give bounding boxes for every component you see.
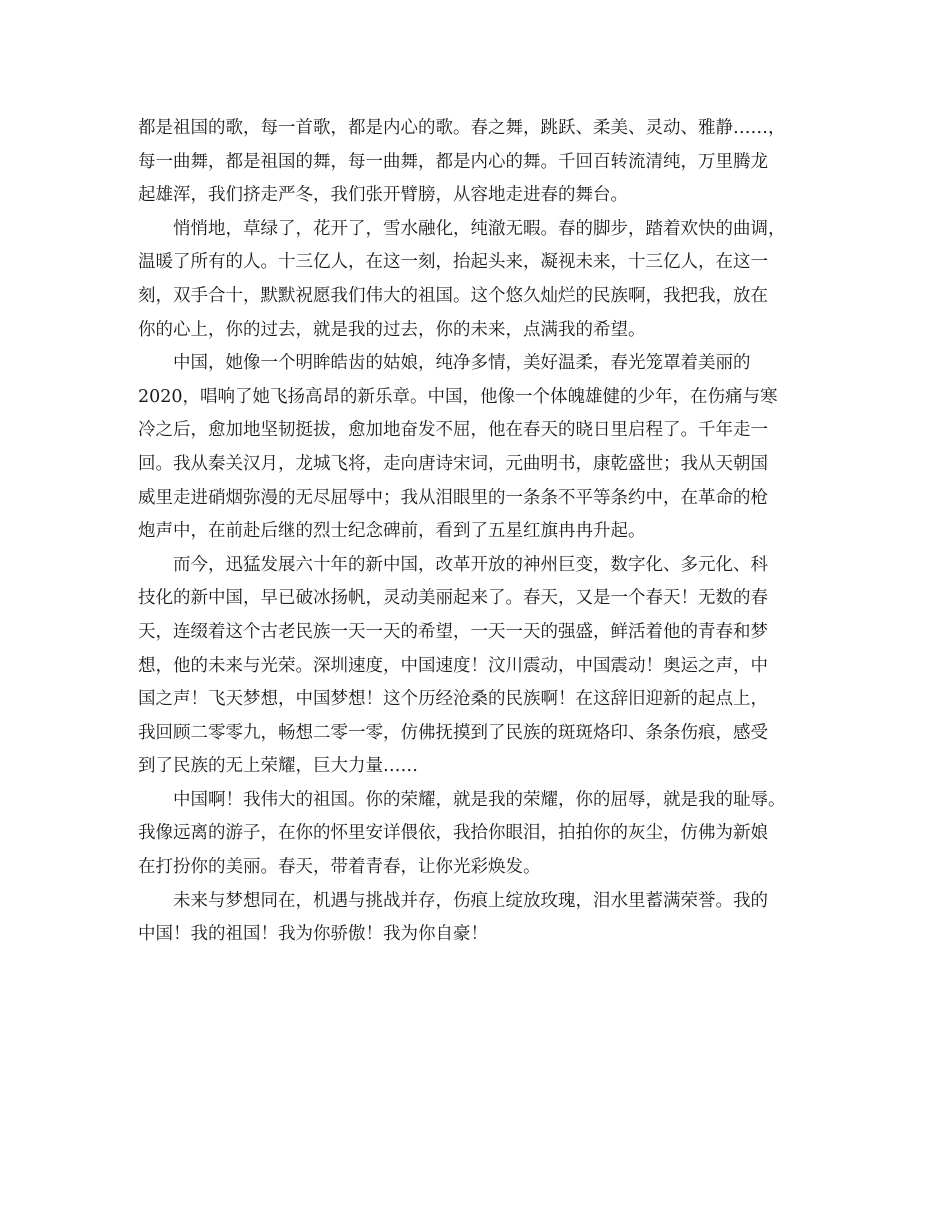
text-line: 想，他的未来与光荣。深圳速度，中国速度！汶川震动，中国震动！奥运之声，中 [138, 655, 768, 676]
paragraph-first-line: 悄悄地，草绿了，花开了，雪水融化，纯澈无暇。春的脚步，踏着欢快的曲调， [173, 218, 786, 239]
paragraph-first-line: 未来与梦想同在，机遇与挑战并存，伤痕上绽放玫瑰，泪水里蓄满荣誉。我的 [173, 890, 768, 911]
text-line: 2020，唱响了她飞扬高昂的新乐章。中国，他像一个体魄雄健的少年，在伤痛与寒 [138, 386, 778, 407]
paragraph-first-line: 中国啊！我伟大的祖国。你的荣耀，就是我的荣耀，你的屈辱，就是我的耻辱。 [173, 789, 786, 810]
text-line: 炮声中，在前赴后继的烈士纪念碑前，看到了五星红旗冉冉升起。 [138, 521, 646, 542]
text-line: 国之声！飞天梦想，中国梦想！这个历经沧桑的民族啊！在这辞旧迎新的起点上， [138, 689, 768, 710]
text-line: 到了民族的无上荣耀，巨大力量…… [138, 756, 418, 777]
text-line: 回。我从秦关汉月，龙城飞将，走向唐诗宋词，元曲明书，康乾盛世；我从天朝国 [138, 453, 768, 474]
text-line: 我像远离的游子，在你的怀里安详偎依，我拾你眼泪，拍拍你的灰尘，仿佛为新娘 [138, 823, 768, 844]
paragraph-first-line: 而今，迅猛发展六十年的新中国，改革开放的神州巨变，数字化、多元化、科 [173, 554, 768, 575]
essay-body [138, 112, 828, 952]
text-line: 中国！我的祖国！我为你骄傲！我为你自豪！ [138, 924, 488, 945]
text-line: 冷之后，愈加地坚韧挺拔，愈加地奋发不屈，他在春天的晓日里启程了。千年走一 [138, 420, 768, 441]
text-line: 天，连缀着这个古老民族一天一天的希望，一天一天的强盛，鲜活着他的青春和梦 [138, 621, 768, 642]
text-line: 刻，双手合十，默默祝愿我们伟大的祖国。这个悠久灿烂的民族啊，我把我，放在 [138, 285, 768, 306]
text-line: 在打扮你的美丽。春天，带着青春，让你光彩焕发。 [138, 857, 541, 878]
text-line: 技化的新中国，早已破冰扬帆，灵动美丽起来了。春天，又是一个春天！无数的春 [138, 588, 768, 609]
text-line: 起雄浑，我们挤走严冬，我们张开臂膀，从容地走进春的舞台。 [138, 185, 628, 206]
text-line: 每一曲舞，都是祖国的舞，每一曲舞，都是内心的舞。千回百转流清纯，万里腾龙 [138, 151, 768, 172]
text-line: 都是祖国的歌，每一首歌，都是内心的歌。春之舞，跳跃、柔美、灵动、雅静……， [138, 118, 786, 138]
text-line: 威里走进硝烟弥漫的无尽屈辱中；我从泪眼里的一条条不平等条约中，在革命的枪 [138, 487, 768, 508]
text-line: 我回顾二零零九，畅想二零一零，仿佛抚摸到了民族的斑斑烙印、条条伤痕，感受 [138, 722, 768, 743]
paragraph-first-line: 中国，她像一个明眸皓齿的姑娘，纯净多情，美好温柔，春光笼罩着美丽的 [173, 353, 751, 374]
text-line: 你的心上，你的过去，就是我的过去，你的未来，点满我的希望。 [138, 319, 646, 340]
text-line: 温暖了所有的人。十三亿人，在这一刻，抬起头来，凝视未来，十三亿人，在这一 [138, 252, 768, 273]
